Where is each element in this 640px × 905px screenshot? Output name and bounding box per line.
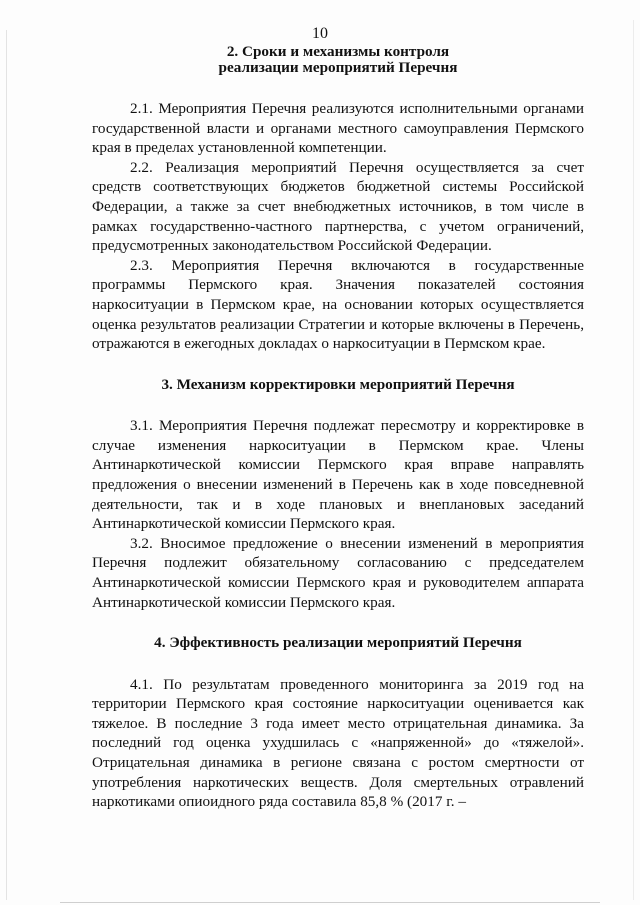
section-2-heading: [92, 44, 584, 75]
scan-edge-left: [6, 30, 7, 900]
paragraph-3-2: 3.2. Вносимое предложение о внесении изменений в мероприятия Перечня подлежит обязательному согласованию с председателем Антинаркотической комиссии Пермского края и руководителем аппарата Антинаркотической комиссии Пермского края.: [92, 534, 584, 611]
scan-bottom-edge: [60, 902, 600, 903]
section-4-heading: 4. Эффективность реализации мероприятий Перечня: [154, 634, 522, 652]
page-number: 10: [312, 25, 328, 42]
section-2: [92, 44, 584, 354]
section-3-heading: 3. Механизм корректировки мероприятий Перечня: [161, 375, 515, 393]
section-4: [92, 635, 584, 812]
paragraph-3-1: 3.1. Мероприятия Перечня подлежат пересмотру и корректировке в случае изменения наркоситуации в Пермском крае. Члены Антинаркотической комиссии Пермского края вправе направлять предложения о внесении изменений в Перечень как в ходе повседневной деятельности, так и в ходе плановых и внеплановых заседаний Антинаркотической комиссии Пермского края.: [92, 417, 584, 533]
paragraph-2-3: 2.3. Мероприятия Перечня включаются в государственные программы Пермского края. Значения показателей состояния наркоситуации в Пермском крае, на основании которых осуществляется оценка результатов реализации Стратегии и которые включены в Перечень, отражаются в ежегодных докладах о наркоситуации в Пермском крае.: [92, 256, 584, 353]
paragraph-2-1: 2.1. Мероприятия Перечня реализуются исполнительными органами государственной власти и органами местного самоуправления Пермского края в пределах установленной компетенции.: [92, 100, 584, 157]
section-2-heading-line1: 2. Сроки и механизмы контроля: [226, 43, 450, 60]
document-body: [92, 44, 584, 812]
paragraph-4-1: 4.1. По результатам проведенного мониторинга за 2019 год на территории Пермского края состояние наркоситуации оценивается как тяжелое. В последние 3 года имеет место отрицательная динамика. За последний год оценка ухудшилась с «напряженной» до «тяжелой». Отрицательная динамика в регионе связана с ростом смертности от употребления наркотических веществ. Доля смертельных отравлений наркотиками опиоидного ряда составила 85,8 % (2017 г. –: [92, 675, 584, 811]
section-3: [92, 377, 584, 612]
section-2-heading-line2: реализации мероприятий Перечня: [218, 58, 458, 76]
scan-edge-right: [633, 20, 634, 900]
paragraph-2-2: 2.2. Реализация мероприятий Перечня осуществляется за счет средств соответствующих бюджетов бюджетной системы Российской Федерации, а также за счет внебюджетных источников, в том числе в рамках государственно-частного партнерства, с учетом ограничений, предусмотренных законодательством Российской Федерации.: [92, 158, 584, 255]
